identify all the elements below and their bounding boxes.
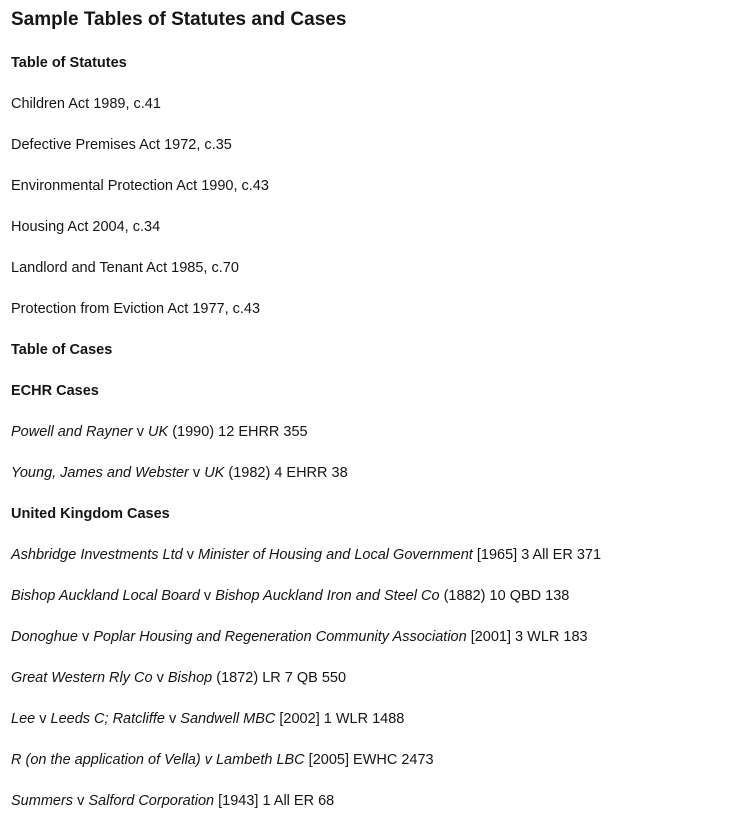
case-name: Great Western Rly Co	[11, 670, 153, 686]
case-citation-text: v	[152, 670, 168, 686]
case-name: Powell and Rayner	[11, 424, 133, 440]
case-citation-text: v	[164, 711, 181, 727]
statute-entry: Housing Act 2004, c.34	[11, 219, 161, 235]
group-heading-uk: United Kingdom Cases	[11, 506, 170, 522]
case-name: UK	[148, 424, 169, 440]
statute-entry: Defective Premises Act 1972, c.35	[11, 137, 232, 153]
case-citation-text: v	[73, 793, 89, 809]
case-citation-text: v	[188, 465, 205, 481]
case-citation-text: v	[182, 547, 198, 563]
section-heading-cases: Table of Cases	[11, 342, 113, 358]
case-name: R (on the application of Vella) v Lambeth LBC	[11, 752, 305, 768]
case-entry	[11, 628, 745, 646]
case-name: Young, James and Webster	[11, 465, 189, 481]
case-entry	[11, 464, 745, 482]
case-citation-text: [2002] 1 WLR 1488	[275, 711, 405, 727]
case-name: Donoghue	[11, 629, 78, 645]
case-entry	[11, 669, 745, 687]
case-citation-text: (1872) LR 7 QB 550	[212, 670, 347, 686]
case-name: Sandwell MBC	[180, 711, 276, 727]
case-citation-text: v	[77, 629, 94, 645]
case-citation-text: v	[35, 711, 51, 727]
case-name: Bishop Auckland Iron and Steel Co	[215, 588, 440, 604]
case-entry	[11, 792, 745, 810]
cases-group-echr	[11, 382, 745, 482]
case-citation-text: [2005] EWHC 2473	[304, 752, 434, 768]
section-heading-statutes: Table of Statutes	[11, 55, 127, 71]
statute-entry: Environmental Protection Act 1990, c.43	[11, 178, 269, 194]
case-name: Bishop	[167, 670, 213, 686]
case-citation-text: (1982) 4 EHRR 38	[224, 465, 348, 481]
case-citation-text: v	[132, 424, 149, 440]
case-entry	[11, 710, 745, 728]
case-citation-text: [2001] 3 WLR 183	[466, 629, 588, 645]
case-name: UK	[204, 465, 225, 481]
case-citation-text: [1943] 1 All ER 68	[214, 793, 335, 809]
cases-group-uk	[11, 505, 745, 810]
statute-entry: Landlord and Tenant Act 1985, c.70	[11, 260, 239, 276]
case-name: Summers	[11, 793, 74, 809]
case-name: Ashbridge Investments Ltd	[11, 547, 183, 563]
case-citation-text: [1965] 3 All ER 371	[472, 547, 602, 563]
case-citation-text: (1882) 10 QBD 138	[439, 588, 570, 604]
case-name: Poplar Housing and Regeneration Community Association	[93, 629, 467, 645]
case-name: Minister of Housing and Local Government	[198, 547, 473, 563]
case-citation-text: (1990) 12 EHRR 355	[168, 424, 308, 440]
case-entry	[11, 751, 745, 769]
case-entry	[11, 587, 745, 605]
group-heading-echr: ECHR Cases	[11, 383, 99, 399]
statute-entry: Children Act 1989, c.41	[11, 96, 161, 112]
statute-entry: Protection from Eviction Act 1977, c.43	[11, 301, 261, 317]
case-name: Lee	[11, 711, 36, 727]
case-name: Leeds C; Ratcliffe	[50, 711, 165, 727]
cases-section	[11, 341, 745, 810]
page-title: Sample Tables of Statutes and Cases	[11, 9, 347, 30]
case-entry	[11, 423, 745, 441]
case-citation-text: v	[199, 588, 216, 604]
case-entry	[11, 546, 745, 564]
case-name: Salford Corporation	[88, 793, 215, 809]
case-name: Bishop Auckland Local Board	[11, 588, 200, 604]
statutes-section	[11, 54, 745, 318]
